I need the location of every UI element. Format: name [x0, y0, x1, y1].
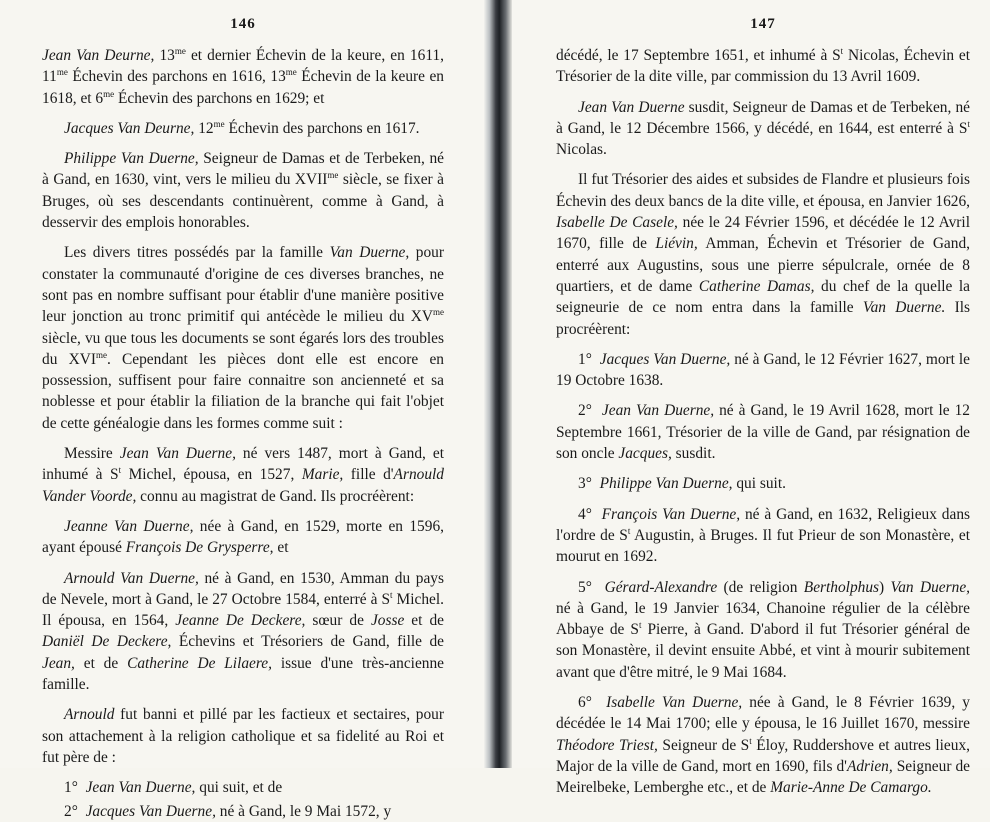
list-item: 5° Gérard-Alexandre (de religion Bertholphus) Van Duerne, né à Gand, le 19 Janvier 1634, Chanoine régulier de la célèbre Abbaye de $S^t$ Pierre, à Gand. D'abord il fut Trésorier général de son Monastère, il devint ensuite Abbé, et vint à mourir subitement avant que d'être mitré, le 9 Mai 1684.	[556, 578, 971, 681]
paragraph: Arnould fut banni et pillé par les factieux et sectaires, pour son attachement à la religion catholique et sa fidelité au Roi et fut père de :	[42, 706, 444, 766]
list-item: 4° François Van Duerne, né à Gand, en 1632, Religieux dans l'ordre de $S^t$ Augustin, à Bruges. Il fut Prieur de son Monastère, et mourut en 1692.	[556, 505, 971, 566]
right-page	[512, 0, 990, 797]
paragraph: Jeanne Van Duerne, née à Gand, en 1529, morte en 1596, ayant épousé François De Grysperre, et	[42, 517, 444, 557]
paragraph: Jean Van Duerne susdit, Seigneur de Damas et de Terbeken, né à Gand, le 12 Décembre 1566, y décédé, en 1644, est enterré à $S^t$ Nicolas.	[556, 98, 970, 159]
paragraph: Jacques Van Deurne, $12^{me}$ Échevin des parchons en 1617.	[64, 118, 420, 137]
paragraph: décédé, le 17 Septembre 1651, et inhumé à $S^t$ Nicolas, Échevin et Trésorier de la dite ville, par commission du 13 Avril 1609.	[556, 45, 970, 86]
list-item: 2° Jean Van Duerne, né à Gand, le 19 Avril 1628, mort le 12 Septembre 1661, Trésorier de la ville de Gand, par résignation de son oncle Jacques, susdit.	[556, 402, 970, 463]
left-page	[0, 0, 484, 820]
paragraph: Arnould Van Duerne, né à Gand, en 1530, Amman du pays de Nevele, mort à Gand, le 27 Octobre 1584, enterré à $S^t$ Michel. Il épousa, en 1564, Jeanne De Deckere, sœur de Josse et de Daniël De Deckere, Échevins et Trésoriers de Gand, fille de Jean, et de Catherine De Lilaere, issue d'une très-ancienne famille.	[42, 569, 444, 694]
paragraph: Philippe Van Duerne, Seigneur de Damas et de Terbeken, né à Gand, en 1630, vint, vers le milieu du $XVII^{me}$ siècle, se fixer à Bruges, où ses descendants continuèrent, comme à Gand, à desservir des emplois honorables.	[42, 150, 444, 232]
paragraph: Il fut Trésorier des aides et subsides de Flandre et plusieurs fois Échevin des deux bancs de la dite ville, et épousa, en Janvier 1626, Isabelle De Casele, née le 24 Février 1596, et décédée le 12 Avril 1670, fille de Liévin, Amman, Échevin et Trésorier de Gand, enterré aux Augustins, sous une pierre sépulcrale, ornée de 8 quartiers, et de dame Catherine Damas, du chef de la quelle la seigneurie de ce nom entra dans la famille Van Duerne. Ils procréèrent:	[556, 171, 971, 338]
list-item: 3° Philippe Van Duerne, qui suit.	[578, 475, 786, 493]
paragraph: Messire Jean Van Duerne, né vers 1487, mort à Gand, et inhumé à $S^t$ Michel, épousa, en 1527, Marie, fille d'Arnould Vander Voorde, connu au magistrat de Gand. Ils procréèrent:	[42, 445, 445, 505]
book-gutter	[484, 0, 512, 768]
page-number: 146	[230, 16, 256, 32]
page-number: 147	[750, 16, 776, 32]
paragraph: Les divers titres possédés par la famille Van Duerne, pour constater la communauté d'origine de ces diverses branches, ne sont pas en nombre suffisant pour établir d'une manière positive leur jonction au tronc primitif qui antécède le milieu du $XV^{me}$ siècle, vu que tous les documents se sont égarés lors des troubles du $XVI^{me}$. Cependant les pièces dont elle est encore en possession, suffisent pour faire connaitre son ancienneté et sa noblesse et pour établir la filiation de la branche qui fait l'objet de cette généalogie dans les formes comme suit :	[42, 244, 445, 432]
paragraph: Jean Van Deurne, $13^{me}$ et dernier Échevin de la keure, en 1611, $11^{me}$ Échevin des parchons en 1616, $13^{me}$ Échevin de la keure en 1618, et $6^{me}$ Échevin des parchons en 1629; et	[42, 45, 444, 107]
list-item: 6° Isabelle Van Duerne, née à Gand, le 8 Février 1639, y décédée le 14 Mai 1700; elle y épousa, le 16 Juillet 1670, messire Théodore Triest, Seigneur de $S^t$ Éloy, Ruddershove et autres lieux, Major de la ville de Gand, mort en 1690, fils d'Adrien, Seigneur de Meirelbeke, Lemberghe etc., et de Marie-Anne De Camargo.	[556, 694, 970, 797]
list-item: 1° Jean Van Duerne, qui suit, et de	[64, 779, 283, 797]
list-item: 1° Jacques Van Duerne, né à Gand, le 12 Février 1627, mort le 19 Octobre 1638.	[556, 350, 970, 390]
list-item: 2° Jacques Van Duerne, né à Gand, le 9 Mai 1572, y	[64, 802, 392, 820]
